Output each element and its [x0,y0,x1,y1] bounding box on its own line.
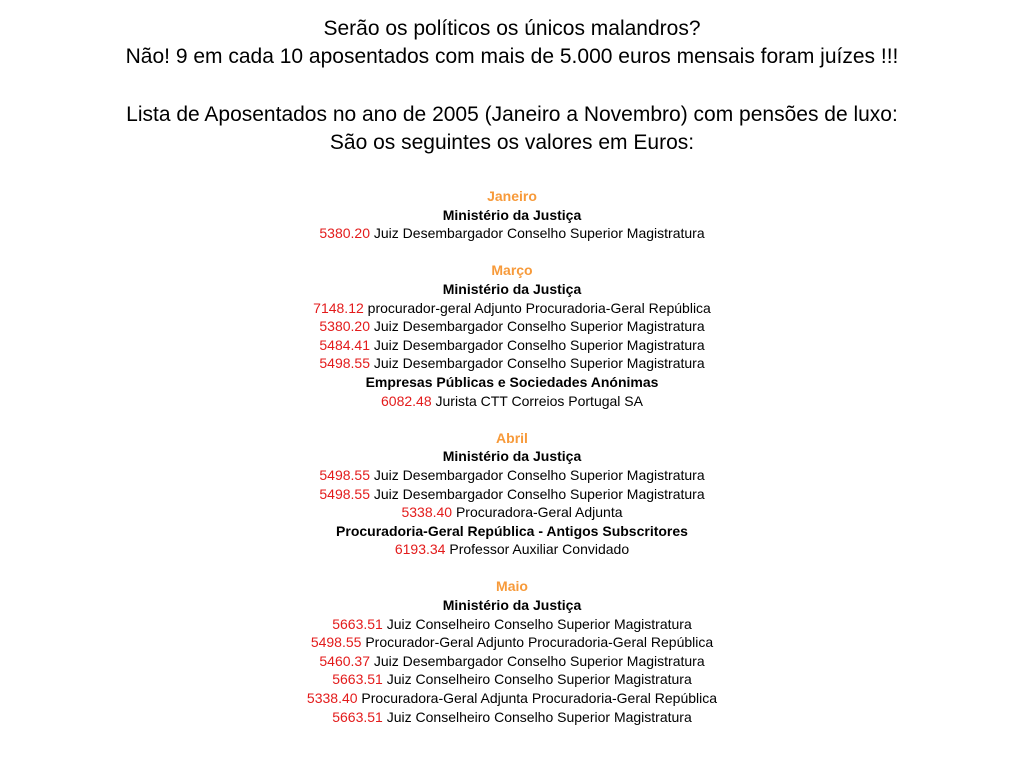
pension-entry [0,503,1024,522]
pension-entry [0,299,1024,318]
subheading-line-1: Lista de Aposentados no ano de 2005 (Janeiro a Novembro) com pensões de luxo: [126,103,898,126]
pension-amount: 5663.51 [332,671,383,688]
pension-entry [0,633,1024,652]
pension-entry [0,485,1024,504]
subheading-line-2: São os seguintes os valores em Euros: [329,131,695,154]
pension-entry [0,652,1024,671]
pension-entry [0,540,1024,559]
pension-description: Procuradora-Geral Adjunta Procuradoria-Geral República [361,690,718,707]
pension-description: Procuradora-Geral Adjunta [455,504,623,521]
pension-description: procurador-geral Adjunto Procuradoria-Geral República [367,299,711,316]
pension-description: Juiz Desembargador Conselho Superior Magistratura [373,652,705,669]
pension-amount: 6193.34 [394,541,446,558]
pension-description: Procurador-Geral Adjunto Procuradoria-Geral República [365,634,714,651]
pension-amount: 5338.40 [306,690,358,707]
pension-description: Juiz Desembargador Conselho Superior Magistratura [373,225,705,242]
subheading [0,71,1024,157]
pension-amount: 7148.12 [313,299,364,316]
pension-entry [0,615,1024,634]
pension-entry [0,670,1024,689]
pension-description: Professor Auxiliar Convidado [449,541,630,558]
pension-entry [0,224,1024,243]
organization-heading: Empresas Públicas e Sociedades Anónimas [365,373,659,390]
pension-description: Juiz Desembargador Conselho Superior Magistratura [373,466,705,483]
organization-heading: Ministério da Justiça [442,448,582,465]
month-section [0,429,1024,559]
pension-description: Juiz Conselheiro Conselho Superior Magistratura [386,615,692,632]
pension-description: Juiz Desembargador Conselho Superior Magistratura [373,485,705,502]
organization-heading: Ministério da Justiça [442,206,582,223]
pension-amount: 5380.20 [319,318,370,335]
pension-entry [0,466,1024,485]
organization-heading: Procuradoria-Geral República - Antigos Subscritores [336,522,688,539]
pension-amount: 5498.55 [310,634,362,651]
month-heading: Abril [496,429,528,446]
pension-entry [0,354,1024,373]
organization-heading: Ministério da Justiça [442,280,582,297]
pension-list [0,157,1024,726]
organization-heading: Ministério da Justiça [442,597,582,614]
pension-description: Juiz Conselheiro Conselho Superior Magistratura [386,708,692,725]
headline [0,0,1024,71]
pension-entry [0,708,1024,727]
pension-amount: 5663.51 [332,708,383,725]
pension-amount: 5338.40 [401,504,453,521]
month-heading: Março [491,262,533,279]
pension-description: Juiz Conselheiro Conselho Superior Magistratura [386,671,692,688]
pension-entry [0,689,1024,708]
headline-line-2: Não! 9 em cada 10 aposentados com mais de 5.000 euros mensais foram juízes !!! [125,45,899,68]
pension-entry [0,392,1024,411]
pension-amount: 5380.20 [319,225,370,242]
pension-description: Juiz Desembargador Conselho Superior Magistratura [373,336,705,353]
month-heading: Maio [496,578,528,595]
pension-amount: 5498.55 [319,355,370,372]
month-section [0,261,1024,410]
month-heading: Janeiro [487,188,537,204]
headline-line-1: Serão os políticos os únicos malandros? [323,17,701,40]
pension-amount: 5498.55 [319,485,370,502]
pension-amount: 5484.41 [319,336,370,353]
pension-amount: 6082.48 [381,392,432,409]
pension-amount: 5498.55 [319,466,370,483]
pension-amount: 5460.37 [319,652,370,669]
month-section [0,187,1024,243]
pension-description: Juiz Desembargador Conselho Superior Magistratura [373,355,705,372]
pension-amount: 5663.51 [332,615,383,632]
pension-description: Juiz Desembargador Conselho Superior Magistratura [373,318,705,335]
pension-entry [0,317,1024,336]
pension-description: Jurista CTT Correios Portugal SA [435,392,643,409]
month-section [0,577,1024,726]
pension-entry [0,336,1024,355]
